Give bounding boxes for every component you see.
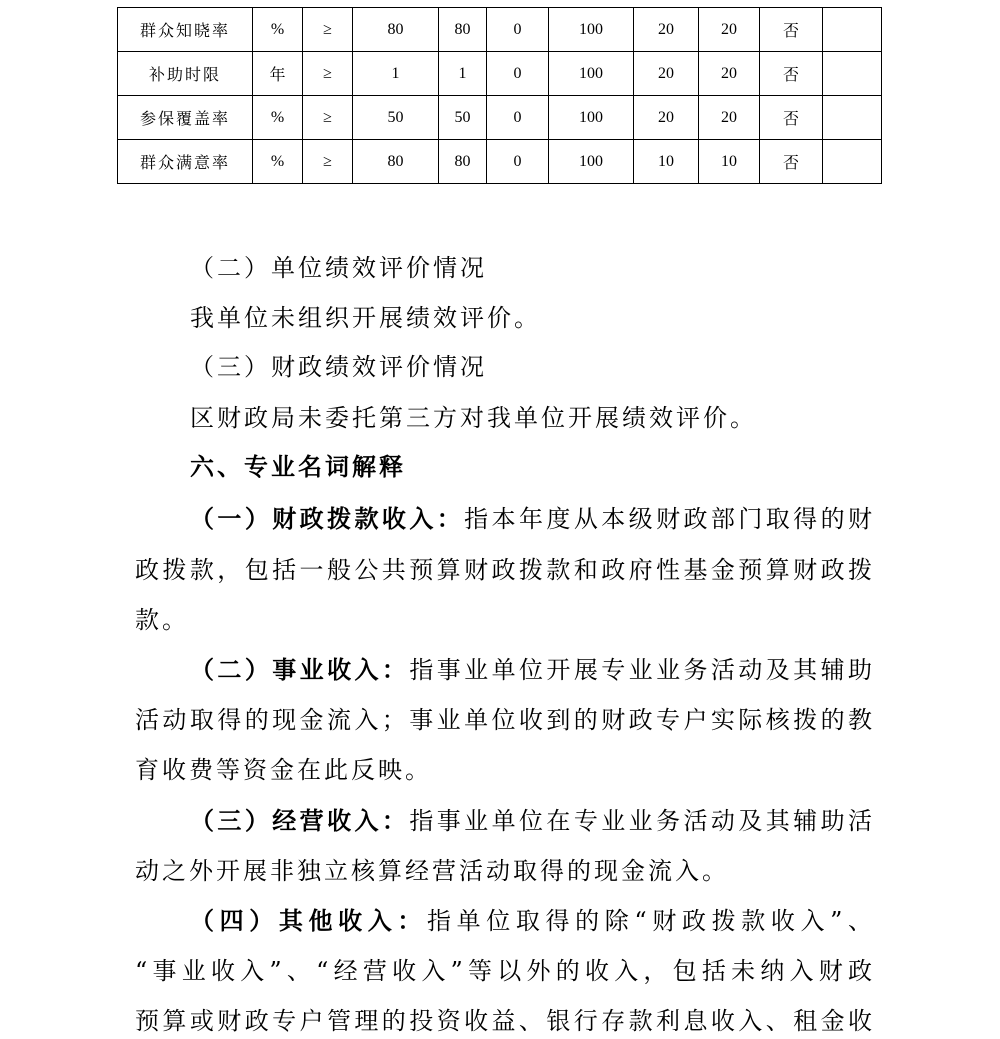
term-line: 预算或财政专户管理的投资收益、银行存款利息收入、租金收: [135, 1007, 875, 1035]
table-cell: 补助时限: [118, 52, 253, 96]
table-cell: 50: [439, 96, 487, 140]
term-title: （四）其他收入：: [190, 906, 428, 935]
term-line: 款。: [135, 606, 189, 634]
term-text: 指本年度从本级财政部门取得的财: [464, 505, 876, 533]
table-cell: 80: [353, 140, 439, 184]
term-line: [190, 645, 875, 695]
table-cell: 10: [634, 140, 699, 184]
table-cell: [823, 140, 882, 184]
table-cell: 50: [353, 96, 439, 140]
table-cell: [823, 8, 882, 52]
table-cell: 群众知晓率: [118, 8, 253, 52]
table-cell: 80: [439, 140, 487, 184]
chapter-heading: 六、专业名词解释: [190, 452, 406, 481]
table-row: [118, 52, 882, 96]
term-text: 指事业单位在专业业务活动及其辅助活: [409, 807, 876, 835]
table-row: [118, 140, 882, 184]
paragraph: 我单位未组织开展绩效评价。: [190, 304, 541, 332]
term-line: 活动取得的现金流入；事业单位收到的财政专户实际核拨的教: [135, 706, 875, 734]
table-cell: ≥: [303, 140, 353, 184]
table-cell: 20: [699, 96, 760, 140]
table-cell: 否: [760, 52, 823, 96]
term-title: （三）经营收入：: [190, 806, 410, 835]
term-line: 动之外开展非独立核算经营活动取得的现金流入。: [135, 857, 729, 885]
term-line: 育收费等资金在此反映。: [135, 756, 432, 784]
table-cell: 0: [487, 140, 549, 184]
table-cell: 0: [487, 8, 549, 52]
table-row: [118, 8, 882, 52]
table-cell: 100: [549, 8, 634, 52]
table-cell: 20: [699, 8, 760, 52]
table-cell: 否: [760, 8, 823, 52]
table-cell: %: [253, 8, 303, 52]
term-text: 指单位取得的除“财政拨款收入”、: [427, 907, 875, 935]
term-title: （二）事业收入：: [190, 655, 410, 684]
term-title: （一）财政拨款收入：: [190, 504, 465, 533]
table-cell: 否: [760, 96, 823, 140]
table-cell: 年: [253, 52, 303, 96]
term-line: “事业收入”、“经营收入”等以外的收入，包括未纳入财政: [135, 957, 875, 985]
table-cell: 20: [634, 96, 699, 140]
table-cell: 否: [760, 140, 823, 184]
term-text: 指事业单位开展专业业务活动及其辅助: [409, 656, 876, 684]
table-cell: %: [253, 96, 303, 140]
table-cell: 1: [439, 52, 487, 96]
performance-indicator-table: [117, 7, 882, 184]
table-cell: 20: [634, 8, 699, 52]
section-heading: （三）财政绩效评价情况: [190, 353, 487, 381]
table-row: [118, 96, 882, 140]
table-cell: [823, 52, 882, 96]
table-cell: ≥: [303, 8, 353, 52]
paragraph: 区财政局未委托第三方对我单位开展绩效评价。: [190, 404, 757, 432]
table-cell: 群众满意率: [118, 140, 253, 184]
table-cell: ≥: [303, 96, 353, 140]
table-cell: 100: [549, 140, 634, 184]
table-cell: 1: [353, 52, 439, 96]
term-line: [190, 494, 875, 544]
table-cell: ≥: [303, 52, 353, 96]
table-cell: 20: [699, 52, 760, 96]
table-cell: 0: [487, 52, 549, 96]
table-cell: 10: [699, 140, 760, 184]
term-line: [190, 896, 875, 946]
table-cell: %: [253, 140, 303, 184]
table-cell: 100: [549, 96, 634, 140]
table-cell: 80: [353, 8, 439, 52]
table-cell: 0: [487, 96, 549, 140]
table-cell: 100: [549, 52, 634, 96]
term-line: [190, 796, 875, 846]
section-heading: （二）单位绩效评价情况: [190, 254, 487, 282]
table-cell: [823, 96, 882, 140]
table-cell: 80: [439, 8, 487, 52]
term-line: 政拨款，包括一般公共预算财政拨款和政府性基金预算财政拨: [135, 556, 875, 584]
table-cell: 20: [634, 52, 699, 96]
table-cell: 参保覆盖率: [118, 96, 253, 140]
